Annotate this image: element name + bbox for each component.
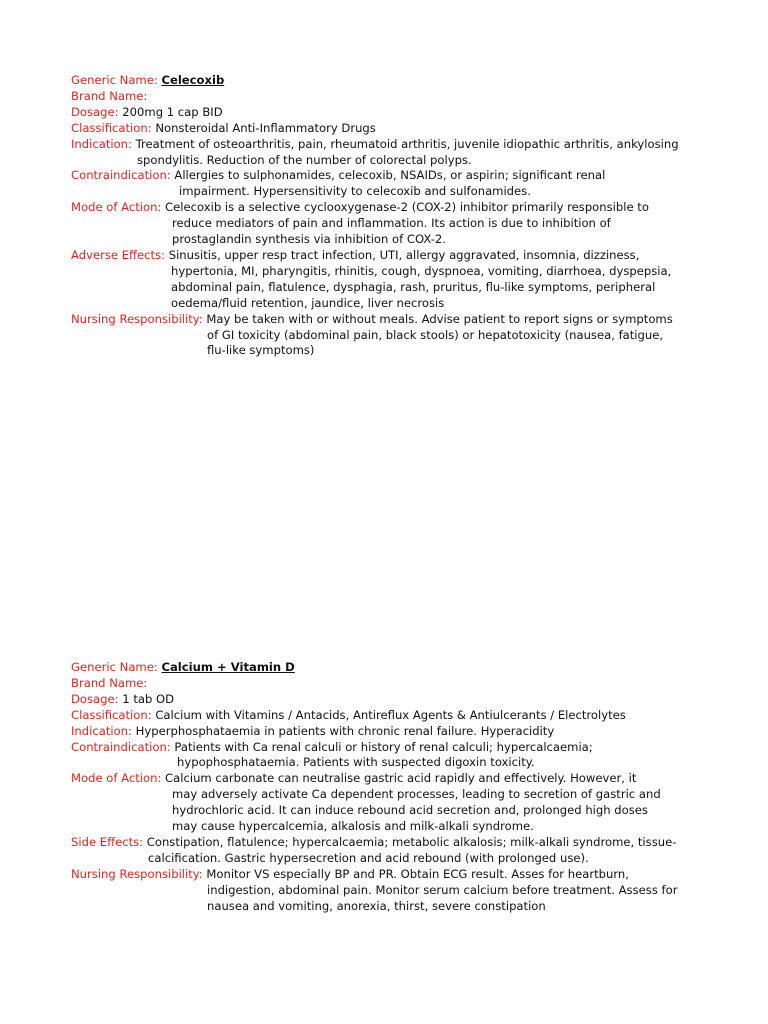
contraindication-text: Allergies to sulphonamides, celecoxib, NSAIDs, or aspirin; significant renal: [174, 168, 606, 183]
adverse-effects-text-continued: abdominal pain, flatulence, dysphagia, rash, pruritus, flu-like symptoms, peripheral: [171, 279, 656, 294]
contraindication-label: Contraindication:: [71, 168, 171, 183]
dosage-row: [71, 105, 711, 121]
contraindication-label: Contraindication:: [71, 739, 171, 754]
generic-name-value: Celecoxib: [161, 73, 225, 87]
indication-label: Indication:: [71, 723, 132, 738]
dosage-label: Dosage:: [71, 104, 119, 119]
side-effects-text-continued: calcification. Gastric hypersecretion and acid rebound (with prolonged use).: [148, 850, 589, 865]
nursing-responsibility-row: [71, 312, 711, 328]
classification-row: [71, 121, 711, 137]
mode-of-action-text-continued: prostaglandin synthesis via inhibition of COX-2.: [172, 232, 446, 247]
brand-name-row: [71, 89, 711, 105]
nursing-responsibility-text-continued: indigestion, abdominal pain. Monitor serum calcium before treatment. Assess for: [207, 882, 678, 897]
dosage-label: Dosage:: [71, 691, 119, 706]
adverse-effects-row: [71, 248, 711, 264]
generic-name-label: Generic Name:: [71, 73, 158, 87]
mode-of-action-label: Mode of Action:: [71, 200, 162, 215]
adverse-effects-text: Sinusitis, upper resp tract infection, UTI, allergy aggravated, insomnia, dizziness,: [168, 247, 640, 262]
dosage-value: 200mg 1 cap BID: [122, 104, 223, 119]
classification-value: Nonsteroidal Anti-Inflammatory Drugs: [155, 120, 376, 135]
brand-name-label: Brand Name:: [71, 675, 148, 690]
indication-row: [71, 724, 711, 740]
contraindication-text-continued: impairment. Hypersensitivity to celecoxib and sulfonamides.: [179, 184, 531, 199]
classification-row: [71, 708, 711, 724]
indication-text-continued: spondylitis. Reduction of the number of colorectal polyps.: [137, 152, 472, 167]
mode-of-action-label: Mode of Action:: [71, 771, 162, 786]
side-effects-label: Side Effects:: [71, 834, 144, 849]
adverse-effects-text-continued: hypertonia, MI, pharyngitis, rhinitis, cough, dyspnoea, vomiting, diarrhoea, dyspepsia,: [171, 263, 672, 278]
indication-text: Hyperphosphataemia in patients with chronic renal failure. Hyperacidity: [135, 723, 555, 738]
drug-entry-calcium-vitamin-d: [71, 660, 711, 915]
classification-value: Calcium with Vitamins / Antacids, Antireflux Agents & Antiulcerants / Electrolytes: [155, 707, 626, 722]
mode-of-action-text-continued: may cause hypercalcemia, alkalosis and milk-alkali syndrome.: [172, 819, 534, 834]
nursing-responsibility-text: Monitor VS especially BP and PR. Obtain ECG result. Asses for heartburn,: [206, 866, 629, 881]
indication-text: Treatment of osteoarthritis, pain, rheumatoid arthritis, juvenile idiopathic arthritis, ankylosing: [135, 136, 679, 151]
nursing-responsibility-text-continued: nausea and vomiting, anorexia, thirst, severe constipation: [207, 898, 546, 913]
mode-of-action-text-continued: may adversely activate Ca dependent processes, leading to secretion of gastric and: [172, 787, 661, 802]
side-effects-text: Constipation, flatulence; hypercalcaemia; metabolic alkalosis; milk-alkali syndrome, tissue-: [146, 834, 677, 849]
dosage-row: [71, 692, 711, 708]
contraindication-text: Patients with Ca renal calculi or history of renal calculi; hypercalcaemia;: [174, 739, 593, 754]
indication-row: [71, 137, 711, 153]
contraindication-text-continued: hypophosphataemia. Patients with suspected digoxin toxicity.: [177, 755, 535, 770]
nursing-responsibility-label: Nursing Responsibility:: [71, 866, 203, 881]
contraindication-row: [71, 740, 711, 756]
mode-of-action-row: [71, 200, 711, 216]
mode-of-action-text: Celecoxib is a selective cyclooxygenase-2 (COX-2) inhibitor primarily responsible to: [165, 200, 649, 215]
classification-label: Classification:: [71, 120, 152, 135]
generic-name-label: Generic Name:: [71, 660, 158, 674]
side-effects-row: [71, 835, 711, 851]
nursing-responsibility-text: May be taken with or without meals. Advise patient to report signs or symptoms: [206, 311, 673, 326]
mode-of-action-text: Calcium carbonate can neutralise gastric acid rapidly and effectively. However, it: [165, 771, 637, 786]
brand-name-row: [71, 676, 711, 692]
nursing-responsibility-row: [71, 867, 711, 883]
nursing-responsibility-text-continued: flu-like symptoms): [207, 343, 315, 358]
adverse-effects-text-continued: oedema/fluid retention, jaundice, liver necrosis: [171, 295, 445, 310]
classification-label: Classification:: [71, 707, 152, 722]
adverse-effects-label: Adverse Effects:: [71, 247, 166, 262]
drug-entry-celecoxib: [71, 73, 711, 359]
nursing-responsibility-label: Nursing Responsibility:: [71, 311, 203, 326]
mode-of-action-text-continued: hydrochloric acid. It can induce rebound acid secretion and, prolonged high doses: [172, 803, 648, 818]
indication-label: Indication:: [71, 136, 132, 151]
mode-of-action-row: [71, 771, 711, 787]
contraindication-row: [71, 168, 711, 184]
mode-of-action-text-continued: reduce mediators of pain and inflammation. Its action is due to inhibition of: [172, 216, 611, 231]
generic-name-row: [71, 73, 711, 89]
generic-name-row: [71, 660, 711, 676]
dosage-value: 1 tab OD: [122, 691, 175, 706]
nursing-responsibility-text-continued: of GI toxicity (abdominal pain, black stools) or hepatotoxicity (nausea, fatigue,: [207, 327, 664, 342]
brand-name-label: Brand Name:: [71, 88, 148, 103]
generic-name-value: Calcium + Vitamin D: [161, 660, 295, 674]
